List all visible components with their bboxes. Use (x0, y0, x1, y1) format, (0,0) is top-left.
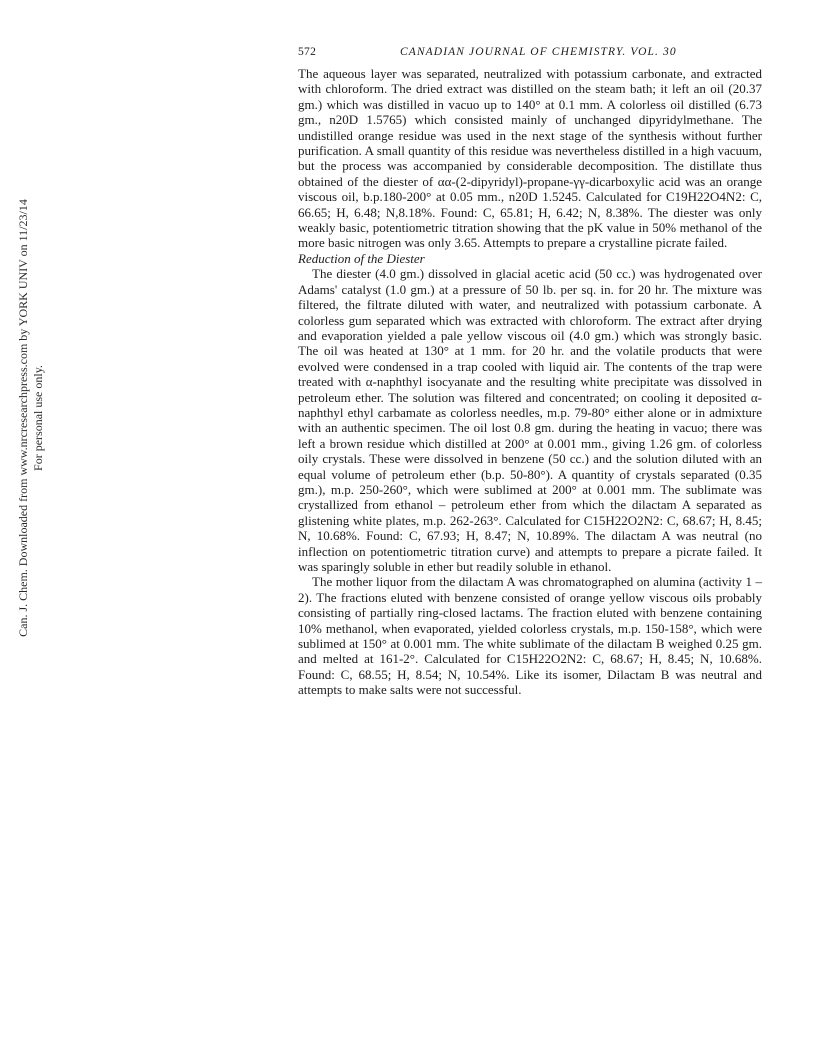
paragraph-reduction: The diester (4.0 gm.) dissolved in glacial acetic acid (50 cc.) was hydrogenated over Adams' catalyst (1.0 gm.) at a pressure of 50 lb. per sq. in. for 20 hr. The mixture was filtered, the filtrate diluted with water, and neutralized with potassium carbonate. A colorless gum separated which was extracted with chloroform. The extract after drying and evaporation yielded a pale yellow viscous oil (4.0 gm.) which was strongly basic. The oil was heated at 130° at 1 mm. for 20 hr. and the volatile products that were evolved were condensed in a trap cooled with liquid air. The contents of the trap were treated with α-naphthyl isocyanate and the resulting white precipitate was dissolved in petroleum ether. The solution was filtered and concentrated; on cooling it deposited α-naphthyl ethyl carbamate as colorless needles, m.p. 79-80° either alone or in admixture with an authentic specimen. The oil lost 0.8 gm. during the heating in vacuo; there was left a brown residue which distilled at 200° at 0.001 mm., giving 1.26 gm. of colorless oily crystals. These were dissolved in benzene (50 cc.) and the solution diluted with an equal volume of petroleum ether (b.p. 50-80°). A quantity of crystals separated (0.35 gm.), m.p. 250-260°, which were sublimed at 200° at 0.001 mm. The sublimate was crystallized from ethanol – petroleum ether from which the dilactam A separated as glistening white plates, m.p. 262-263°. Calculated for C15H22O2N2: C, 68.67; H, 8.45; N, 10.68%. Found: C, 67.93; H, 8.47; N, 10.89%. The dilactam A was neutral (no inflection on potentiometric titration curve) and attempts to prepare a picrate failed. It was sparingly soluble in ether but readily soluble in ethanol. (298, 266, 762, 574)
watermark-line-2: For personal use only. (31, 365, 45, 471)
watermark-line-1: Can. J. Chem. Downloaded from www.nrcresearchpress.com by YORK UNIV on 11/23/14 (16, 199, 30, 637)
paragraph-workup: The aqueous layer was separated, neutralized with potassium carbonate, and extracted with chloroform. The dried extract was distilled on the steam bath; it left an oil (20.37 gm.) which was distilled in vacuo up to 140° at 0.1 mm. A colorless oil distilled (6.73 gm., n20D 1.5765) which consisted mainly of unchanged dipyridylmethane. The undistilled orange residue was used in the next stage of the synthesis without further purification. A small quantity of this residue was nevertheless distilled in a high vacuum, but the process was accompanied by considerable decomposition. The distillate thus obtained of the diester of αα-(2-dipyridyl)-propane-γγ-dicarboxylic acid was an orange viscous oil, b.p.180-200° at 0.05 mm., n20D 1.5245. Calculated for C19H22O4N2: C, 66.65; H, 6.48; N,8.18%. Found: C, 65.81; H, 6.42; N, 8.38%. The diester was only weakly basic, potentiometric titration showing that the pK value in 50% methanol of the more basic nitrogen was only 3.65. Attempts to prepare a crystalline picrate failed. (298, 66, 762, 251)
journal-title: CANADIAN JOURNAL OF CHEMISTRY. VOL. 30 (400, 46, 677, 58)
section-heading: Reduction of the Diester (298, 250, 425, 266)
running-head (298, 46, 762, 62)
paragraph-chromatography: The mother liquor from the dilactam A was chromatographed on alumina (activity 1 – 2). The fractions eluted with benzene consisted of orange yellow viscous oils probably consisting of partially ring-closed lactams. The fraction eluted with benzene containing 10% methanol, when evaporated, yielded colorless crystals, m.p. 150-158°, which were sublimed at 150° at 0.001 mm. The white sublimate of the dilactam B weighed 0.25 gm. and melted at 161-2°. Calculated for C15H22O2N2: C, 68.67; H, 8.45; N, 10.68%. Found: C, 68.55; H, 8.54; N, 10.54%. Like its isomer, Dilactam B was neutral and attempts to make salts were not successful. (298, 574, 762, 698)
page-number: 572 (298, 46, 317, 58)
download-watermark (16, 128, 48, 708)
article-body (298, 66, 762, 698)
